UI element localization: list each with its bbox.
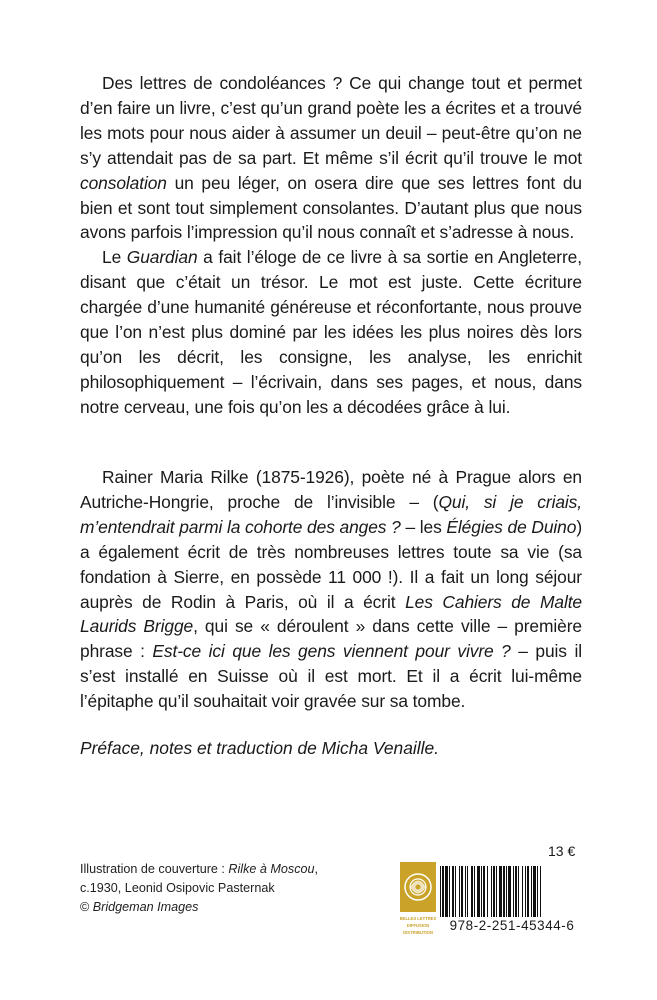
- barcode-icon: [440, 866, 582, 917]
- logo-text-1: BELLES LETTRES: [400, 916, 436, 921]
- author-bio: [80, 465, 582, 714]
- illustration-line-3: © Bridgeman Images: [80, 900, 199, 914]
- price-label: 13 €: [548, 843, 576, 859]
- illustration-line-2: c.1930, Leonid Osipovic Pasternak: [80, 881, 275, 895]
- logo-text-2: DIFFUSION: [406, 923, 430, 928]
- intro-text: [80, 71, 582, 420]
- bio-paragraph: Rainer Maria Rilke (1875-1926), poète né à Prague alors en Autriche-Hongrie, proche de l’invisible – (Qui, si je criais, m’entendrait parmi la cohorte des anges ? – les Élégies de Duino) a également écrit de très nombreuses lettres toute sa vie (sa fondation à Sierre, en possède 11 000 !). Il a fait un long séjour auprès de Rodin à Paris, où il a écrit Les Cahiers de Malte Laurids Brigge, qui se « déroulent » dans cette ville – première phrase : Est-ce ici que les gens viennent pour vivre ? – puis il s’est installé en Suisse où il est mort. Et il a écrit lui-même l’épitaphe qu’il souhaitait voir gravée sur sa tombe.: [80, 467, 583, 712]
- translation-credits: Préface, notes et traduction de Micha Venaille.: [80, 738, 439, 758]
- logo-text-3: DISTRIBUTION: [403, 930, 433, 935]
- isbn-number: 978-2-251-45344-6: [449, 918, 575, 933]
- intro-paragraph-1: Des lettres de condoléances ? Ce qui change tout et permet d’en faire un livre, c’est qu’un grand poète les a écrites et a trouvé les mots pour nous aider à assumer un deuil – peut-être qu’on ne s’y attendait pas de sa part. Et même s’il écrit qu’il trouve le mot consolation un peu léger, on osera dire que ses lettres font du bien et sont tout simplement consolantes. D’autant plus que nous avons parfois l’impression qu’il nous connaît et s’adresse à nous.: [80, 73, 582, 243]
- publisher-logo-icon: [400, 862, 436, 940]
- illustration-line-1: Illustration de couverture : Rilke à Moscou,: [80, 862, 318, 876]
- cover-illustration-credit: [80, 860, 350, 917]
- intro-paragraph-2: Le Guardian a fait l’éloge de ce livre à sa sortie en Angleterre, disant que c’était un trésor. Le mot est juste. Cette écriture chargée d’une humanité généreuse et réconfortante, nous prouve que l’on n’est plus dominé par les idées les plus noires dès lors qu’on les décrit, les consigne, les analyse, les enrichit philosophiquement – l’écrivain, dans ses pages, et nous, dans notre cerveau, une fois qu’on les a décodées grâce à lui.: [80, 247, 582, 417]
